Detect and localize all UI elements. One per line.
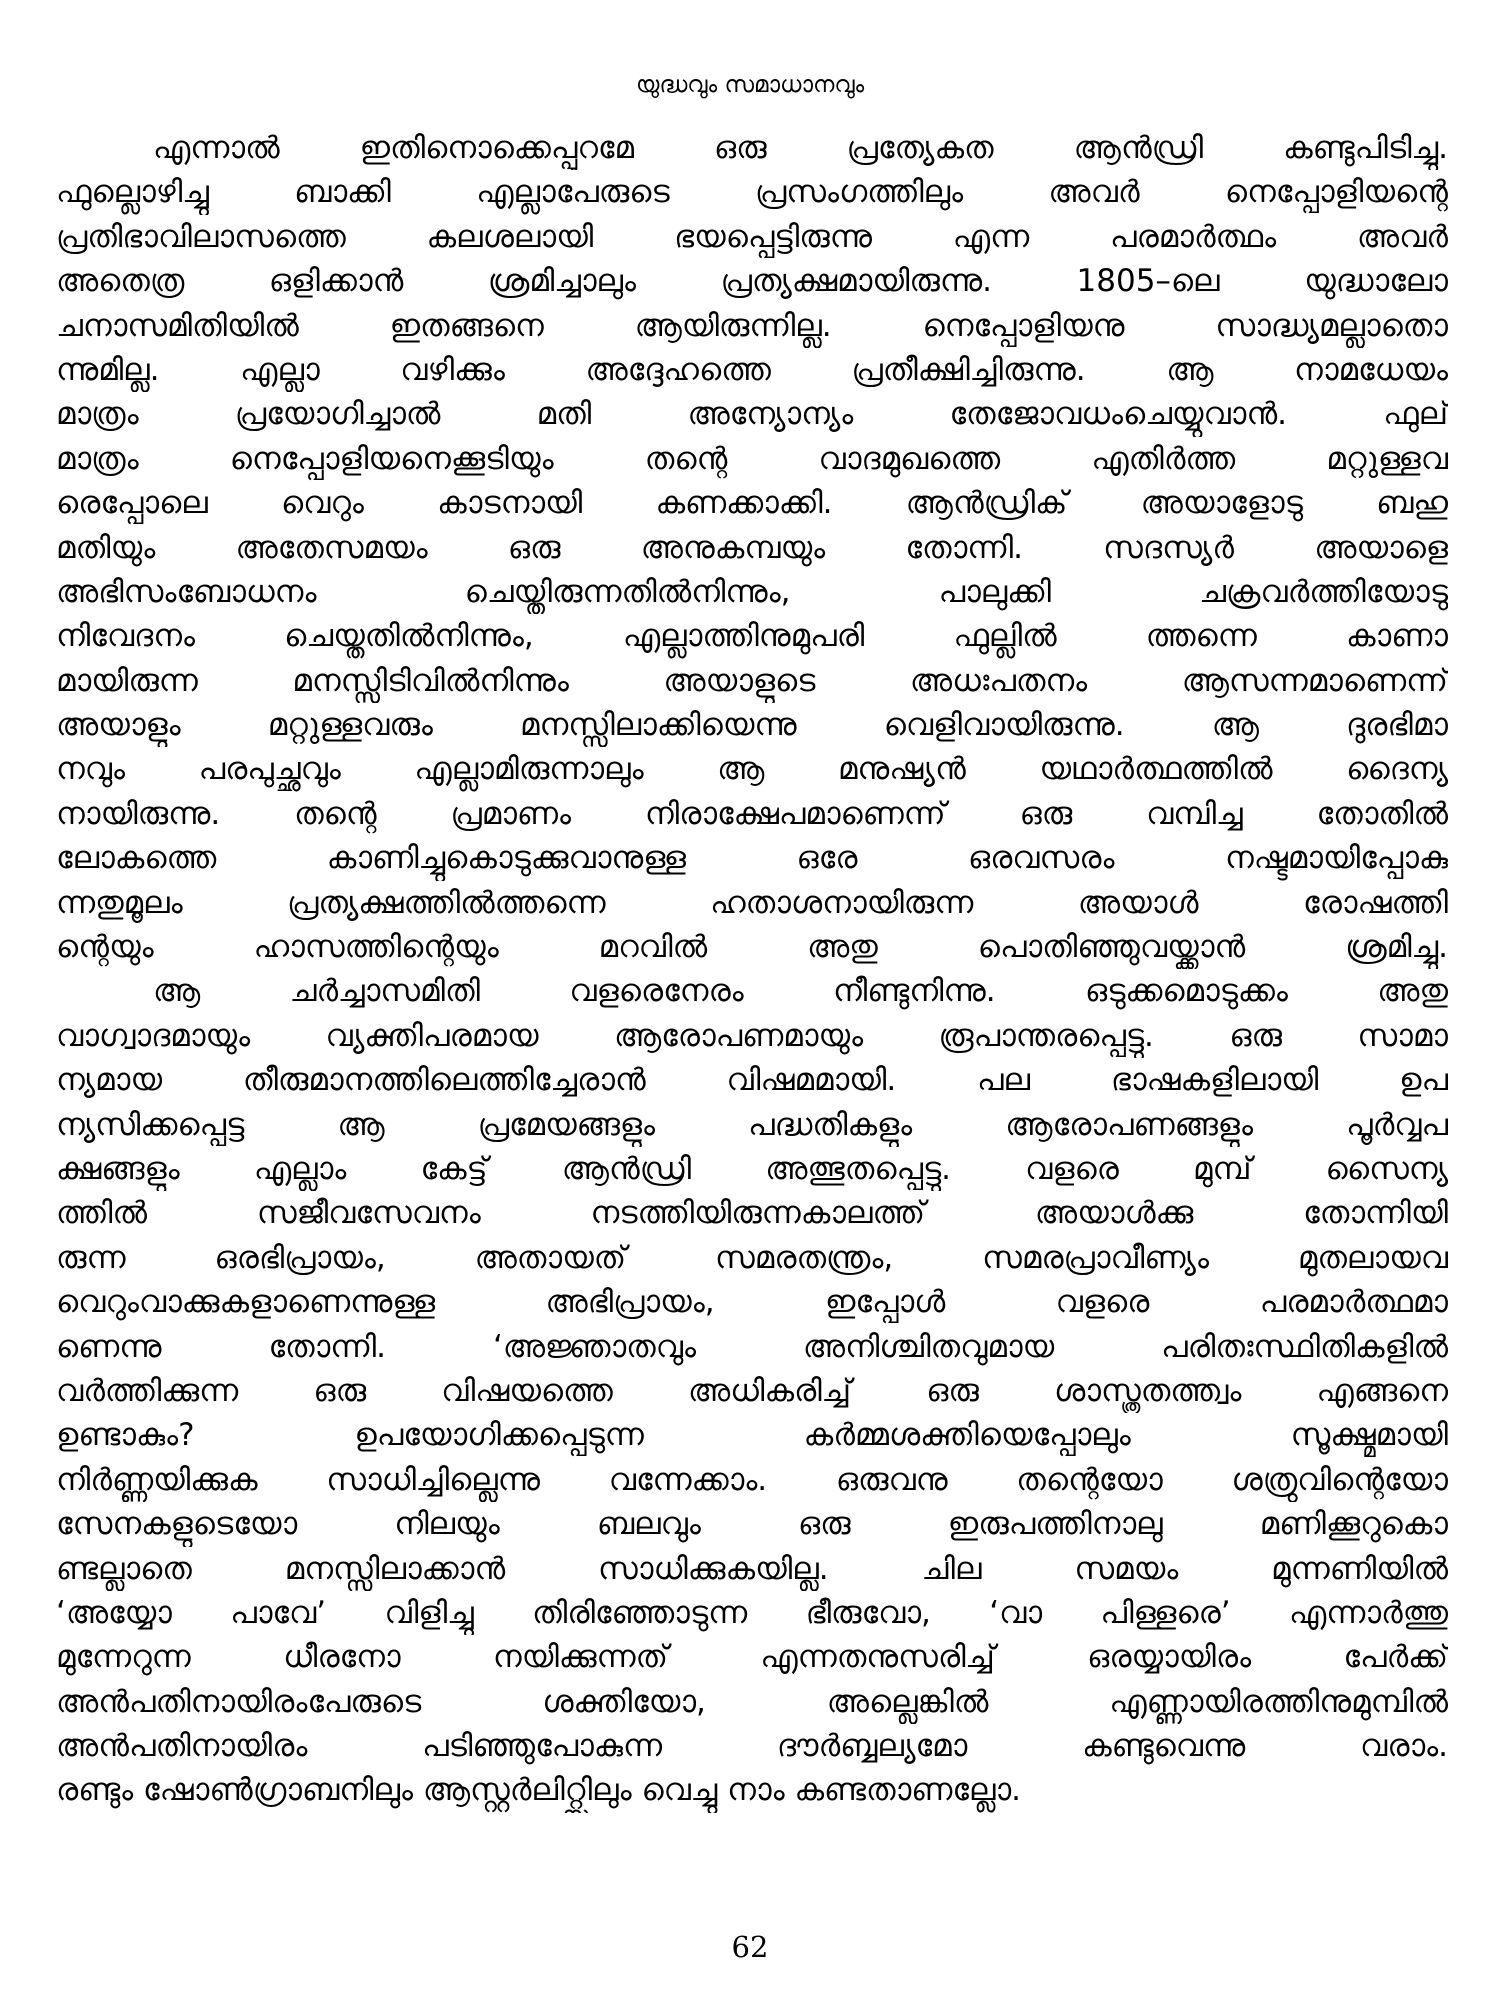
- text-line: നിർണ്ണയിക്കുക സാധിച്ചില്ലെന്നു വന്നേക്കാം. ഒരുവനു തന്റെയോ ശത്രുവിന്റെയോ: [56, 1461, 1448, 1498]
- text-line: ന്നതുമൂലം പ്രത്യക്ഷത്തിൽത്തന്നെ ഹതാശനായിരുന്ന അയാൾ രോഷത്തി: [56, 884, 1448, 921]
- text-line: അതെത്ര ഒളിക്കാൻ ശ്രമിച്ചാലും പ്രത്യക്ഷമായിരുന്നു. 1805–ലെ യുദ്ധാലോ: [56, 263, 1448, 300]
- text-line: സേനകളുടെയോ നിലയും ബലവും ഒരു ഇരുപത്തിനാലു മണിക്കൂറുകൊ: [56, 1506, 1448, 1543]
- text-line: അൻപതിനായിരംപേരുടെ ശക്തിയോ, അല്ലെങ്കിൽ എണ്ണായിരത്തിനുമുമ്പിൽ: [56, 1683, 1448, 1720]
- text-line: രണ്ടും ഷോൺഗ്രാബനിലും ആസ്റ്റർലിറ്റ്സിലും വെച്ചു നാം കണ്ടതാണല്ലോ.: [56, 1772, 1022, 1809]
- text-line: വെറുംവാക്കുകളാണെന്നുള്ള അഭിപ്രായം, ഇപ്പോൾ വളരെ പരമാർത്ഥമാ: [56, 1284, 1448, 1321]
- text-line: നവും പരപുച്ഛവും എല്ലാമിരുന്നാലും ആ മനുഷ്യൻ യഥാർത്ഥത്തിൽ ദൈന്യ: [56, 751, 1448, 788]
- text-line: മുന്നേറുന്ന ധീരനോ നയിക്കുന്നത് എന്നതനുസരിച്ച് ഒരയ്യായിരം പേർക്ക്: [56, 1639, 1448, 1676]
- text-line: ഫുല്ലൊഴിച്ചു ബാക്കി എല്ലാപേരുടെ പ്രസംഗത്തിലും അവർ നെപ്പോളിയന്റെ: [56, 174, 1448, 211]
- text-line: നിവേദനം ചെയ്തതിൽനിന്നും, എല്ലാത്തിനുമുപരി ഫുല്ലിൽ ത്തന്നെ കാണാ: [56, 618, 1448, 655]
- text-line: ‘അയ്യോ പാവേ’ വിളിച്ചു തിരിഞ്ഞോടുന്ന ഭീരുവോ, ‘വാ പിള്ളരെ’ എന്നാർത്തു: [56, 1594, 1448, 1631]
- text-line: മാത്രം പ്രയോഗിച്ചാൽ മതി അന്യോന്യം തേജോവധംചെയ്യുവാൻ. ഫുല്: [56, 396, 1448, 433]
- text-line: അയാളും മറ്റുള്ളവരും മനസ്സിലാക്കിയെന്നു വെളിവായിരുന്നു. ആ ദുരഭിമാ: [56, 707, 1448, 744]
- text-line: ആ ചർച്ചാസമിതി വളരെനേരം നീണ്ടുനിന്നു. ഒടുക്കമൊടുക്കം അതു: [153, 973, 1448, 1010]
- text-line: ചനാസമിതിയിൽ ഇതങ്ങനെ ആയിരുന്നില്ല. നെപ്പോളിയനു സാദ്ധ്യമല്ലാതൊ: [56, 307, 1448, 344]
- text-line: ത്തിൽ സജീവസേവനം നടത്തിയിരുന്നകാലത്ത് അയാൾക്കു തോന്നിയി: [56, 1195, 1448, 1232]
- text-line: ക്ഷങ്ങളും എല്ലാം കേട്ട് ആൻഡ്രി അത്ഭുതപ്പെട്ടു. വളരെ മുമ്പ് സൈന്യ: [56, 1150, 1448, 1187]
- text-line: മായിരുന്ന മനസ്സിടിവിൽനിന്നും അയാളുടെ അധഃപതനം ആസന്നമാണെന്ന്: [56, 662, 1448, 699]
- text-line: രെപ്പോലെ വെറും കാടനായി കണക്കാക്കി. ആൻഡ്രിക് അയാളോടു ബഹു: [56, 485, 1448, 522]
- text-line: ന്യമായ തീരുമാനത്തിലെത്തിച്ചേരാൻ വിഷമമായി. പല ഭാഷകളിലായി ഉപ: [56, 1062, 1448, 1099]
- text-line: അഭിസംബോധനം ചെയ്തിരുന്നതിൽനിന്നും, പാലുക്കി ചക്രവർത്തിയോടു: [56, 573, 1448, 610]
- text-line: ന്നുമില്ല. എല്ലാ വഴിക്കും അദ്ദേഹത്തെ പ്രതീക്ഷിച്ചിരുന്നു. ആ നാമധേയം: [56, 351, 1448, 388]
- running-header: യുദ്ധവും സമാധാനവും: [635, 72, 865, 98]
- text-line: ന്യസിക്കപ്പെട്ട ആ പ്രമേയങ്ങളും പദ്ധതികളും ആരോപണങ്ങളും പൂർവ്വപ: [56, 1106, 1448, 1143]
- text-line: ഉണ്ടാകും? ഉപയോഗിക്കപ്പെടുന്ന കർമ്മശക്തിയെപ്പോലും സൂക്ഷ്മമായി: [56, 1417, 1448, 1454]
- text-line: മാത്രം നെപ്പോളിയനെക്കൂടിയും തന്റെ വാദമുഖത്തെ എതിർത്ത മറ്റുള്ളവ: [56, 440, 1448, 477]
- text-line: വർത്തിക്കുന്ന ഒരു വിഷയത്തെ അധികരിച്ച് ഒരു ശാസ്ത്രതത്ത്വം എങ്ങനെ: [56, 1372, 1448, 1409]
- text-line: മതിയും അതേസമയം ഒരു അനുകമ്പയും തോന്നി. സദസ്യർ അയാളെ: [56, 529, 1448, 566]
- text-line: പ്രതിഭാവിലാസത്തെ കലശലായി ഭയപ്പെട്ടിരുന്നു എന്ന പരമാർത്ഥം അവർ: [56, 218, 1448, 255]
- text-line: രുന്ന ഒരഭിപ്രായം, അതായത് സമരതന്ത്രം, സമരപ്രാവീണ്യം മുതലായവ: [56, 1239, 1448, 1276]
- text-line: ന്റെയും ഹാസത്തിന്റെയും മറവിൽ അതു പൊതിഞ്ഞുവയ്ക്കാൻ ശ്രമിച്ചു.: [56, 929, 1448, 966]
- text-line: ണ്ടല്ലാതെ മനസ്സിലാക്കാൻ സാധിക്കുകയില്ല. ചില സമയം മുന്നണിയിൽ: [56, 1550, 1448, 1587]
- text-line: നായിരുന്നു. തന്റെ പ്രമാണം നിരാക്ഷേപമാണെന്ന് ഒരു വമ്പിച്ച തോതിൽ: [56, 795, 1448, 832]
- text-line: ലോകത്തെ കാണിച്ചുകൊടുക്കുവാനുള്ള ഒരേ ഒരവസരം നഷ്ടമായിപ്പോകു: [56, 840, 1448, 877]
- text-line: എന്നാൽ ഇതിനൊക്കെപ്പുറമേ ഒരു പ്രത്യേകത ആൻഡ്രി കണ്ടുപിടിച്ചു.: [153, 130, 1448, 166]
- page-number: 62: [731, 1930, 769, 1964]
- text-line: ണെന്നു തോന്നി. ‘അജ്ഞാതവും അനിശ്ചിതവുമായ പരിതഃസ്ഥിതികളിൽ: [56, 1328, 1448, 1365]
- text-line: അൻപതിനായിരം പടിഞ്ഞുപോകുന്ന ദൗർബ്ബല്യമോ കണ്ടുവെന്നു വരാം.: [56, 1728, 1448, 1765]
- text-line: വാഗ്വാദമായും വ്യക്തിപരമായ ആരോപണമായും രൂപാന്തരപ്പെട്ടു. ഒരു സാമാ: [56, 1017, 1448, 1054]
- body-text: [56, 126, 1448, 1813]
